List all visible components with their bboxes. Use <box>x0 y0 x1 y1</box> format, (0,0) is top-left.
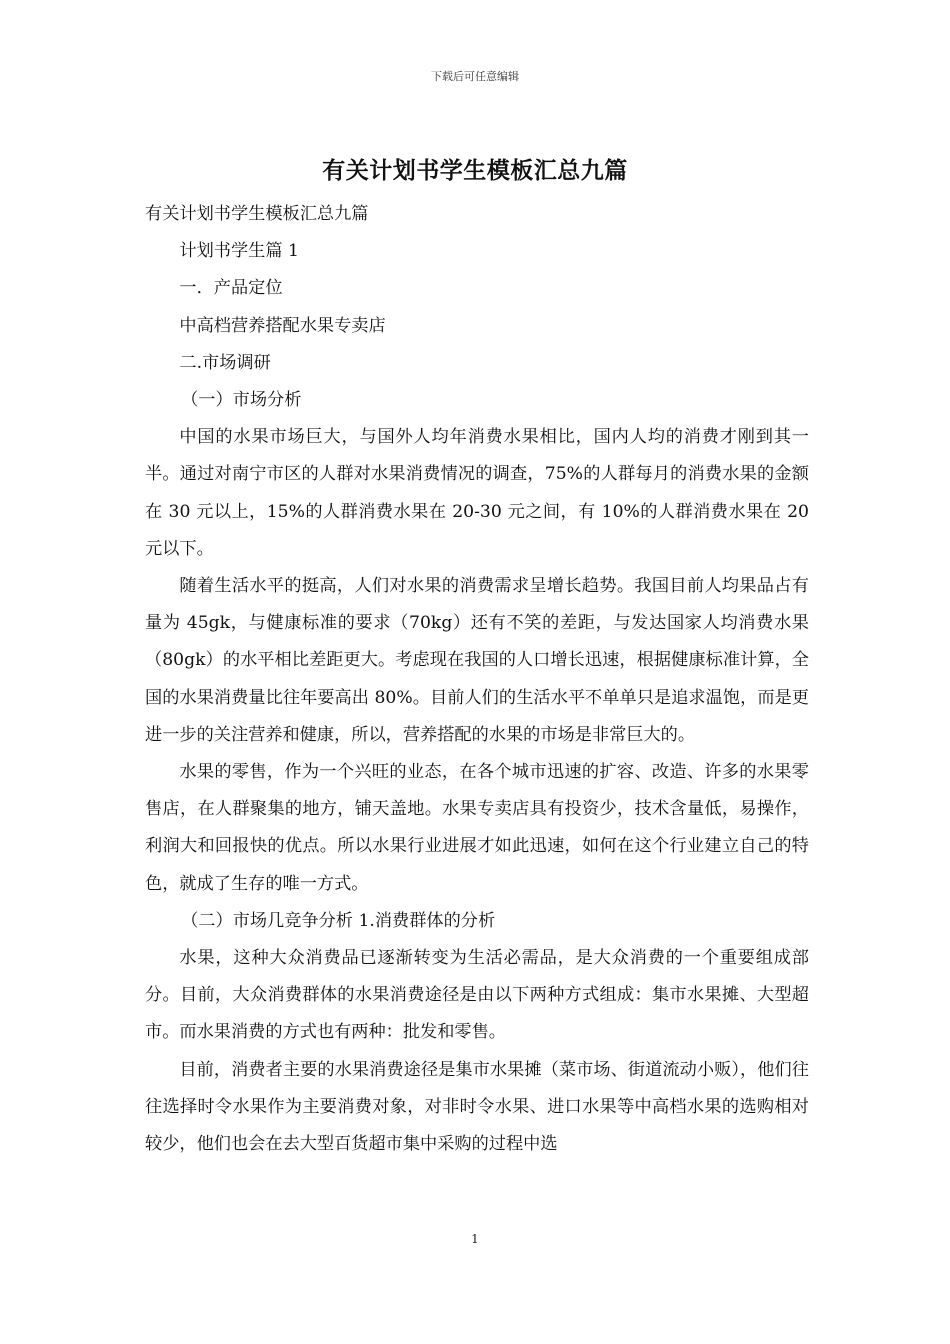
paragraph: 目前，消费者主要的水果消费途径是集市水果摊（菜市场、街道流动小贩），他们往往选择时令水果作为主要消费对象，对非时令水果、进口水果等中高档水果的选购相对较少，他们也会在去大型百货超市集中采购的过程中选 <box>145 1059 809 1155</box>
page-number: 1 <box>471 1232 479 1246</box>
paragraph: 中高档营养搭配水果专卖店 <box>179 315 386 336</box>
header-note: 下载后可任意编辑 <box>431 70 519 83</box>
paragraph: 中国的水果市场巨大，与国外人均年消费水果相比，国内人均的消费才刚到其一半。通过对南宁市区的人群对水果消费情况的调查，75%的人群每月的消费水果的金额在 30 元以上，15%的人群消费水果在 20-30 元之间，有 10%的人群消费水果在 20 元以下。 <box>145 427 809 559</box>
paragraph-heading: 二.市场调研 <box>179 352 271 373</box>
paragraph-subheading: （二）市场几竞争分析 1.消费群体的分析 <box>181 910 496 931</box>
paragraph-heading: 一．产品定位 <box>179 278 283 299</box>
paragraph-section-heading: 计划书学生篇 1 <box>179 241 299 262</box>
paragraph: 随着生活水平的挺高，人们对水果的消费需求呈增长趋势。我国目前人均果品占有量为 45gk，与健康标准的要求（70kg）还有不笑的差距，与发达国家人均消费水果（80gk）的水平相比差距更大。考虑现在我国的人口增长迅速，根据健康标准计算，全国的水果消费量比往年要高出 80%。目前人们的生活水平不单单只是追求温饱，而是更进一步的关注营养和健康，所以，营养搭配的水果的市场是非常巨大的。 <box>145 576 809 745</box>
document-title: 有关计划书学生模板汇总九篇 <box>322 157 628 184</box>
paragraph: 水果的零售，作为一个兴旺的业态，在各个城市迅速的扩容、改造、许多的水果零售店，在人群聚集的地方，铺天盖地。水果专卖店具有投资少，技术含量低，易操作，利润大和回报快的优点。所以水果行业进展才如此迅速，如何在这个行业建立自己的特色，就成了生存的唯一方式。 <box>145 762 809 894</box>
paragraph-subheading: （一）市场分析 <box>181 390 302 411</box>
document-body <box>145 196 809 1163</box>
paragraph: 水果，这种大众消费品已逐渐转变为生活必需品，是大众消费的一个重要组成部分。目前，大众消费群体的水果消费途径是由以下两种方式组成：集市水果摊、大型超市。而水果消费的方式也有两种：批发和零售。 <box>145 948 809 1043</box>
paragraph-subtitle: 有关计划书学生模板汇总九篇 <box>145 204 369 224</box>
